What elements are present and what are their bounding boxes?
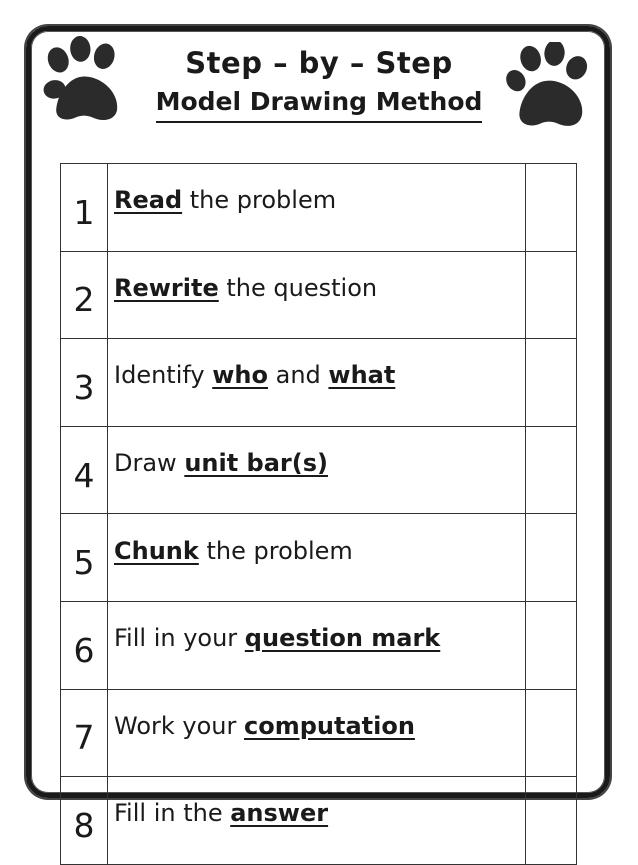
step-row [61, 689, 577, 777]
step-text [108, 339, 526, 427]
step-text-part: Identify [114, 361, 213, 390]
step-row [61, 426, 577, 514]
step-checkbox-cell [526, 601, 577, 689]
step-checkbox-cell [526, 777, 577, 865]
step-text-part: Fill in the [114, 799, 231, 828]
step-text-part: the problem [182, 186, 337, 215]
step-text-part: Work your [114, 711, 244, 740]
step-number: 2 [61, 251, 108, 339]
step-keyword: computation [244, 711, 415, 740]
step-number: 4 [61, 426, 108, 514]
step-text [108, 164, 526, 252]
step-number: 8 [61, 777, 108, 865]
step-keyword: question mark [244, 624, 441, 653]
step-keyword: unit bar(s) [184, 449, 328, 478]
step-text-part: Draw [114, 449, 185, 478]
step-row [61, 164, 577, 252]
paw-print-icon [503, 42, 595, 134]
step-checkbox-cell [526, 164, 577, 252]
step-text-part: and [267, 361, 329, 390]
step-text [108, 601, 526, 689]
step-number: 1 [61, 164, 108, 252]
page-subtitle: Model Drawing Method [156, 84, 483, 123]
step-keyword: who [212, 361, 268, 390]
step-text-part: the problem [198, 536, 353, 565]
step-row [61, 251, 577, 339]
step-number: 7 [61, 689, 108, 777]
step-number: 5 [61, 514, 108, 602]
step-text [108, 777, 526, 865]
paw-print-icon [38, 36, 130, 128]
title-block [130, 44, 508, 123]
steps-table-body [61, 164, 577, 865]
step-keyword: what [328, 361, 396, 390]
step-number: 6 [61, 601, 108, 689]
step-row [61, 514, 577, 602]
step-checkbox-cell [526, 251, 577, 339]
step-number: 3 [61, 339, 108, 427]
step-text [108, 689, 526, 777]
step-text-part: Fill in your [114, 624, 245, 653]
step-text [108, 251, 526, 339]
step-keyword: Chunk [114, 536, 199, 565]
step-row [61, 339, 577, 427]
step-checkbox-cell [526, 514, 577, 602]
step-keyword: Read [114, 186, 183, 215]
steps-table [60, 163, 577, 865]
step-row [61, 601, 577, 689]
step-checkbox-cell [526, 689, 577, 777]
page-title: Step – by – Step [185, 46, 453, 80]
step-keyword: Rewrite [114, 273, 219, 302]
step-text-part: the question [218, 273, 378, 302]
step-text [108, 426, 526, 514]
step-keyword: answer [230, 799, 329, 828]
step-checkbox-cell [526, 426, 577, 514]
step-row [61, 777, 577, 865]
step-checkbox-cell [526, 339, 577, 427]
step-text [108, 514, 526, 602]
